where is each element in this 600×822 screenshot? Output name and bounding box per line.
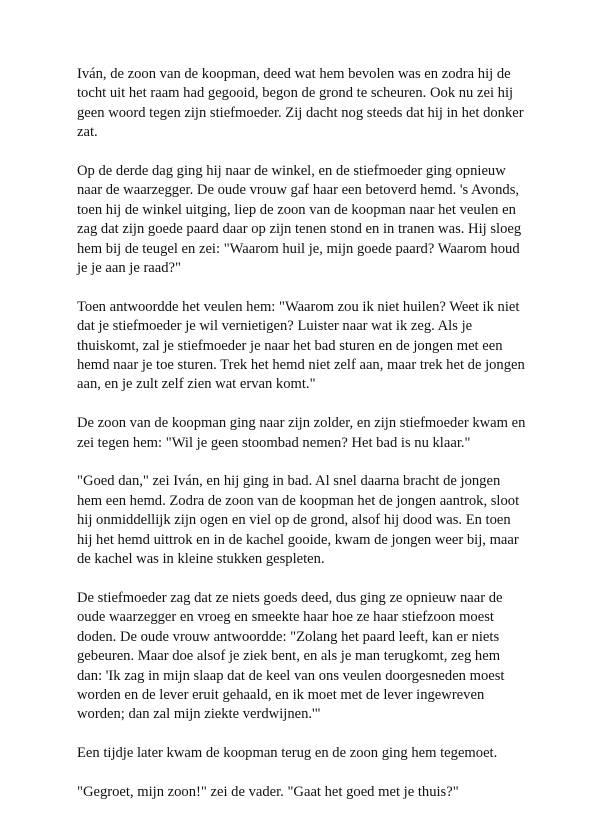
- paragraph-3: Toen antwoordde het veulen hem: "Waarom zou ik niet huilen? Weet ik niet dat je stiefmoeder je wil vernietigen? Luister naar wat ik zeg. Als je thuiskomt, zal je stiefmoeder je naar het bad sturen en de jongen met een hemd naar je toe sturen. Trek het hemd niet zelf aan, maar trek het de jongen aan, en je zult zelf zien wat ervan komt.": [77, 298, 525, 393]
- paragraph-1: Iván, de zoon van de koopman, deed wat hem bevolen was en zodra hij de tocht uit het raam had gegooid, begon de grond te scheuren. Ook nu zei hij geen woord tegen zijn stiefmoeder. Zij dacht nog steeds dat hij in het donker zat.: [77, 66, 524, 141]
- paragraph-7: Een tijdje later kwam de koopman terug en de zoon ging hem tegemoet.: [77, 745, 498, 762]
- paragraph-8: "Gegroet, mijn zoon!" zei de vader. "Gaat het goed met je thuis?": [77, 783, 459, 800]
- paragraph-5: "Goed dan," zei Iván, en hij ging in bad. Al snel daarna bracht de jongen hem een hemd. Zodra de zoon van de koopman het de jongen aantrok, sloot hij onmiddellijk zijn ogen en viel op de grond, alsof hij dood was. En toen hij het hemd uittrok en in de kachel gooide, kwam de jongen weer bij, maar de kachel was in kleine stukken gespleten.: [77, 473, 520, 568]
- paragraph-6: De stiefmoeder zag dat ze niets goeds deed, dus ging ze opnieuw naar de oude waarzegger en vroeg en smeekte haar hoe ze haar stiefzoon moest doden. De oude vrouw antwoordde: "Zolang het paard leeft, kan er niets gebeuren. Maar doe alsof je ziek bent, en als je man terugkomt, zeg hem dan: 'Ik zag in mijn slaap dat de keel van ons veulen doorgesneden moest worden en de lever eruit gehaald, en ik moet met de lever ingewreven worden; dan zal mijn ziekte verdwijnen.'": [77, 589, 505, 723]
- paragraph-4: De zoon van de koopman ging naar zijn zolder, en zijn stiefmoeder kwam en zei tegen hem: "Wil je geen stoombad nemen? Het bad is nu klaar.": [77, 415, 526, 451]
- document-page: [77, 65, 527, 822]
- paragraph-2: Op de derde dag ging hij naar de winkel, en de stiefmoeder ging opnieuw naar de waarzegger. De oude vrouw gaf haar een betoverd hemd. 's Avonds, toen hij de winkel uitging, liep de zoon van de koopman naar het veulen en zag dat zijn goede paard daar op zijn tenen stond en in tranen was. Hij sloeg hem bij de teugel en zei: "Waarom huil je, mijn goede paard? Waarom houd je je aan je raad?": [77, 163, 522, 277]
